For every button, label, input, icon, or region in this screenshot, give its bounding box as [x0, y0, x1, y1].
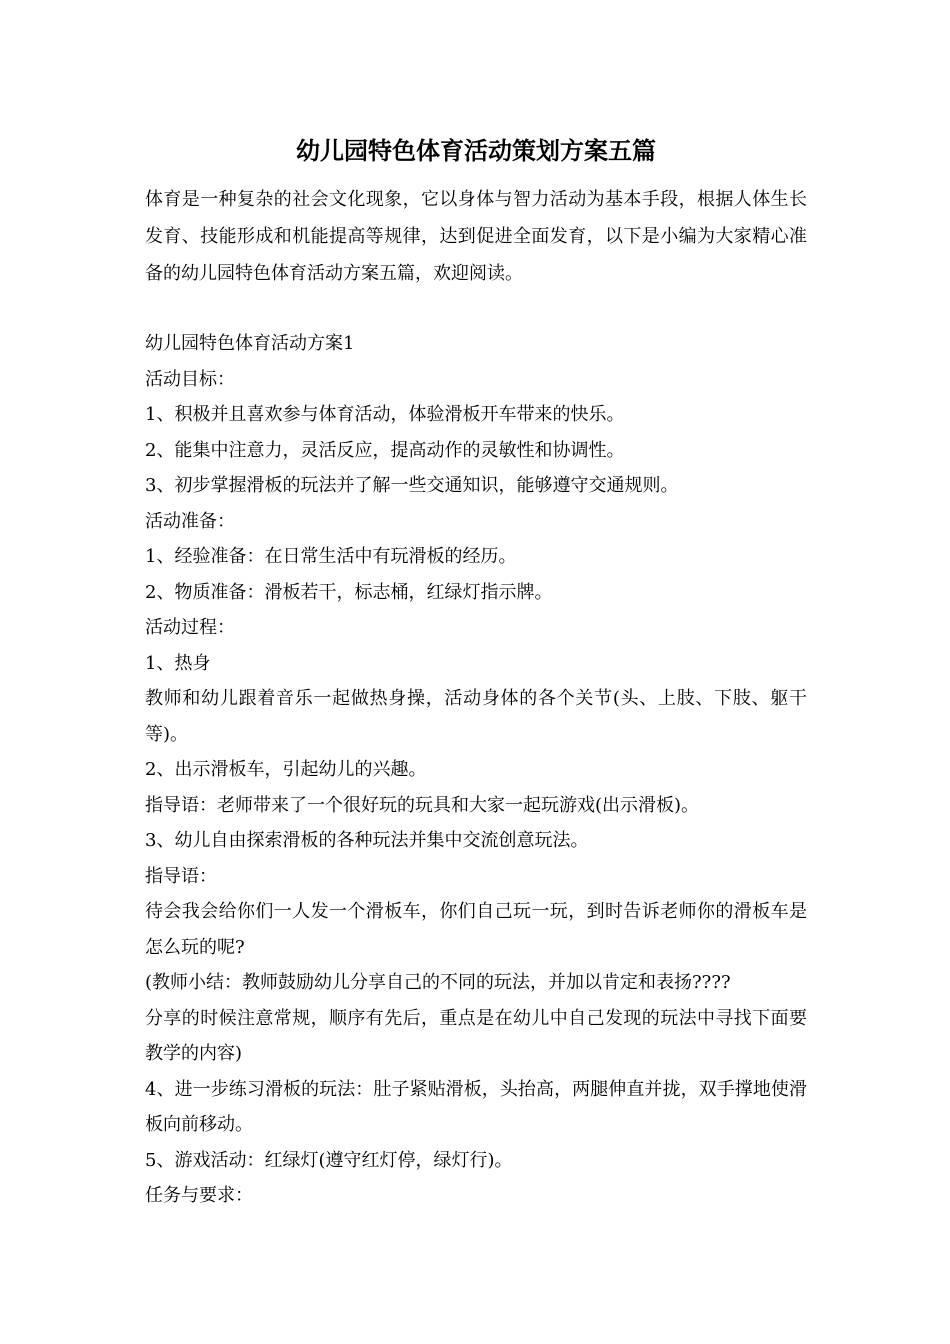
step-5-text: 5、游戏活动：红绿灯(遵守红灯停，绿灯行)。 — [145, 1149, 513, 1171]
goal-item-3: 3、初步掌握滑板的玩法并了解一些交通知识，能够遵守交通规则。 — [145, 475, 679, 496]
task-heading: 任务与要求： — [145, 1185, 253, 1206]
teacher-summary-line-1: (教师小结：教师鼓励幼儿分享自己的不同的玩法，并加以肯定和表扬???? — [145, 972, 731, 993]
prep-item-1: 1、经验准备：在日常生活中有玩滑板的经历。 — [145, 546, 517, 567]
step-1-text: 教师和幼儿跟着音乐一起做热身操，活动身体的各个关节(头、上肢、下肢、躯干等)。 — [145, 688, 807, 745]
step-3-heading: 3、幼儿自由探索滑板的各种玩法并集中交流创意玩法。 — [145, 830, 589, 851]
goal-item-1: 1、积极并且喜欢参与体育活动，体验滑板开车带来的快乐。 — [145, 404, 625, 425]
step-1-heading: 1、热身 — [145, 652, 211, 674]
step-4-text: 4、进一步练习滑板的玩法：肚子紧贴滑板，头抬高，两腿伸直并拢，双手撑地使滑板向前移动。 — [145, 1078, 807, 1135]
goal-item-2: 2、能集中注意力，灵活反应，提高动作的灵敏性和协调性。 — [145, 439, 625, 461]
intro-paragraph: 体育是一种复杂的社会文化现象，它以身体与智力活动为基本手段，根据人体生长发育、技能形成和机能提高等规律，达到促进全面发育，以下是小编为大家精心准备的幼儿园特色体育活动方案五篇，欢迎阅读。 — [145, 189, 807, 284]
process-heading: 活动过程： — [145, 617, 235, 638]
prep-heading: 活动准备： — [145, 510, 235, 532]
section-title: 幼儿园特色体育活动方案1 — [145, 333, 355, 354]
step-3-guide-text: 待会我会给你们一人发一个滑板车，你们自己玩一玩，到时告诉老师你的滑板车是怎么玩的呢? — [145, 901, 807, 958]
step-2-heading: 2、出示滑板车，引起幼儿的兴趣。 — [145, 759, 427, 780]
document-body — [145, 326, 807, 1214]
teacher-summary-line-2: 分享的时候注意常规，顺序有先后，重点是在幼儿中自己发现的玩法中寻找下面要教学的内容) — [145, 1007, 807, 1064]
step-3-guide-label: 指导语： — [145, 865, 217, 887]
document-title: 幼儿园特色体育活动策划方案五篇 — [296, 136, 656, 165]
prep-item-2: 2、物质准备：滑板若干，标志桶，红绿灯指示牌。 — [145, 581, 553, 603]
goals-heading: 活动目标： — [145, 368, 235, 390]
step-2-guide: 指导语：老师带来了一个很好玩的玩具和大家一起玩游戏(出示滑板)。 — [145, 794, 700, 816]
